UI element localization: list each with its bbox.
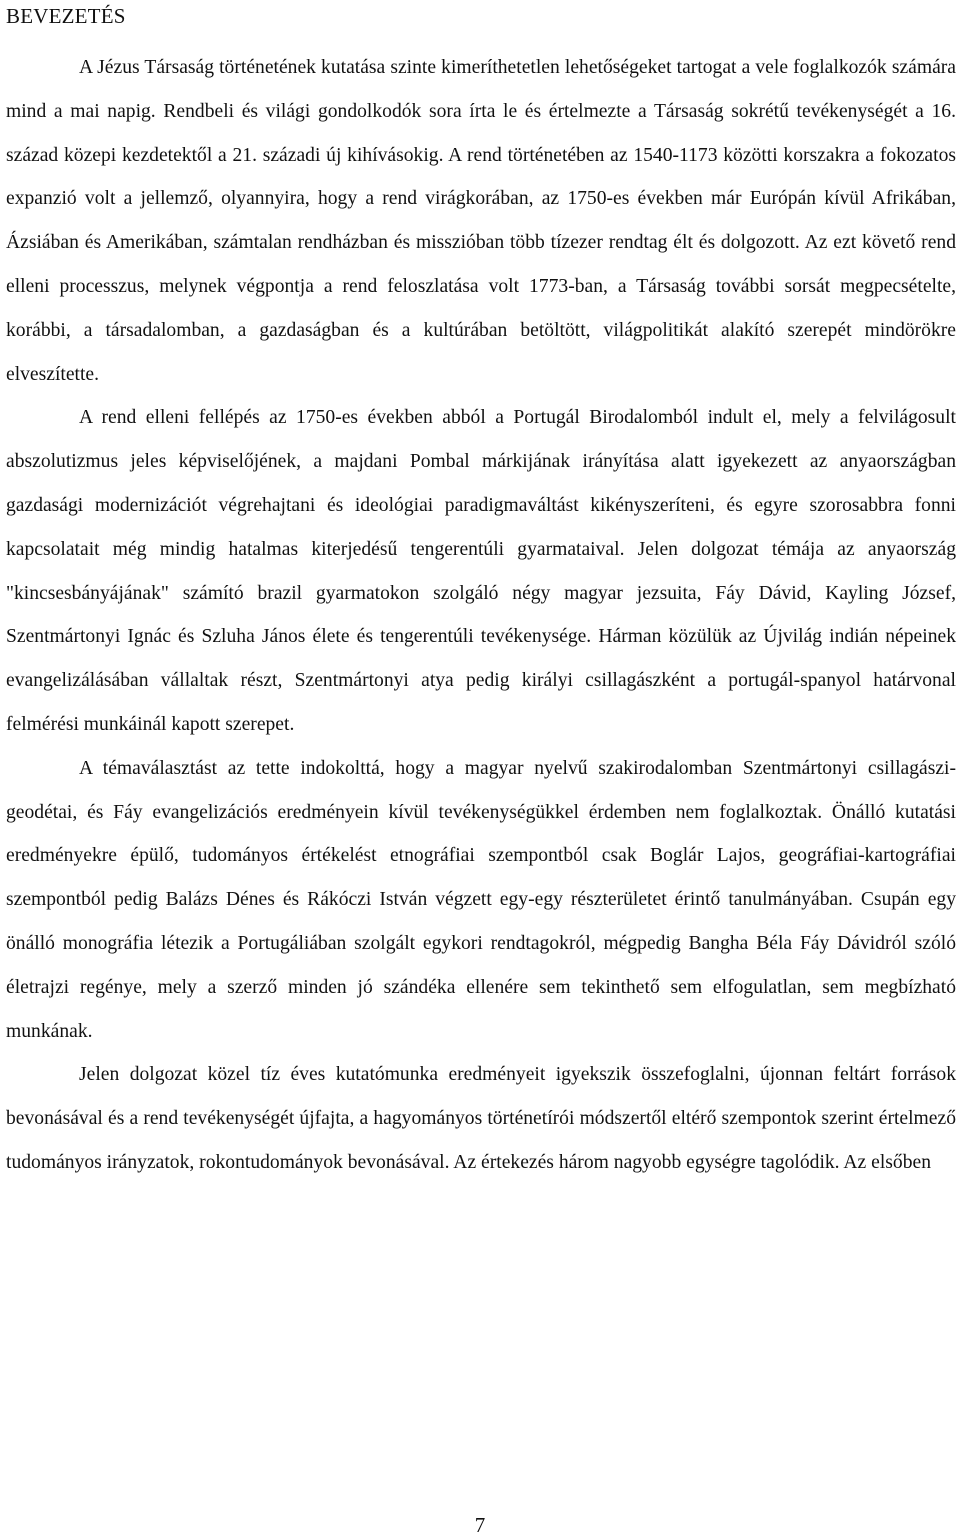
section-heading: BEVEZETÉS bbox=[6, 4, 126, 28]
paragraph-2: A rend elleni fellépés az 1750-es években abból a Portugál Birodalomból indult el, mely a felvilágosult abszolutizmus jeles képviselőjének, a majdani Pombal márkijának irányítása alatt igyekezett az anyaországban gazdasági modernizációt végrehajtani és ideológiai paradigmaváltást kikényszeríteni, és egyre szorosabbra fonni kapcsolatait még mindig hatalmas kiterjedésű tengerentúli gyarmataival. Jelen dolgozat témája az anyaország "kincsesbányájának" számító brazil gyarmatokon szolgáló négy magyar jezsuita, Fáy Dávid, Kayling József, Szentmártonyi Ignác és Szluha János élete és tengerentúli tevékenysége. Hárman közülük az Újvilág indián népeinek evangelizálásában vállaltak részt, Szentmártonyi atya pedig királyi csillagászként a portugál-spanyol határvonal felmérési munkáinál kapott szerepet. bbox=[6, 407, 956, 735]
body-text bbox=[6, 46, 956, 1185]
page-number: 7 bbox=[474, 1513, 486, 1537]
paragraph-3: A témaválasztást az tette indokolttá, hogy a magyar nyelvű szakirodalomban Szentmártonyi csillagászi-geodétai, és Fáy evangelizációs eredményein kívül tevékenységükkel érdemben nem foglalkoztak. Önálló kutatási eredményekre épülő, tudományos értékelést etnográfiai szempontból csak Boglár Lajos, geográfiai-kartográfiai szempontból pedig Balázs Dénes és Rákóczi István végzett egy-egy részterületet érintő tanulmányában. Csupán egy önálló monográfia létezik a Portugáliában szolgált egykori rendtagokról, mégpedig Bangha Béla Fáy Dávidról szóló életrajzi regénye, mely a szerző minden jó szándéka ellenére sem tekinthető sem elfogulatlan, sem megbízható munkának. bbox=[6, 757, 956, 1042]
paragraph-4: Jelen dolgozat közel tíz éves kutatómunka eredményeit igyekszik összefoglalni, újonnan feltárt források bevonásával és a rend tevékenységét újfajta, a hagyományos történetírói módszertől eltérő szempontok szerint értelmező tudományos irányzatok, rokontudományok bevonásával. Az értekezés három nagyobb egységre tagolódik. Az elsőben bbox=[6, 1064, 956, 1173]
paragraph-1: A Jézus Társaság történetének kutatása szinte kimeríthetetlen lehetőségeket tartogat a vele foglalkozók számára mind a mai napig. Rendbeli és világi gondolkodók sora írta le és értelmezte a Társaság sokrétű tevékenységét a 16. század közepi kezdetektől a 21. századi új kihívásokig. A rend történetében az 1540-1173 közötti korszakra a fokozatos expanzió volt a jellemző, olyannyira, hogy a rend virágkorában, az 1750-es években már Európán kívül Afrikában, Ázsiában és Amerikában, számtalan rendházban és misszióban több tízezer rendtag élt és dolgozott. Az ezt követő rend elleni processzus, melynek végpontja a rend feloszlatása volt 1773-ban, a Társaság további sorsát megpecsételte, korábbi, a társadalomban, a gazdaságban és a kultúrában betöltött, világpolitikát alakító szerepét mindörökre elveszítette. bbox=[6, 57, 956, 385]
